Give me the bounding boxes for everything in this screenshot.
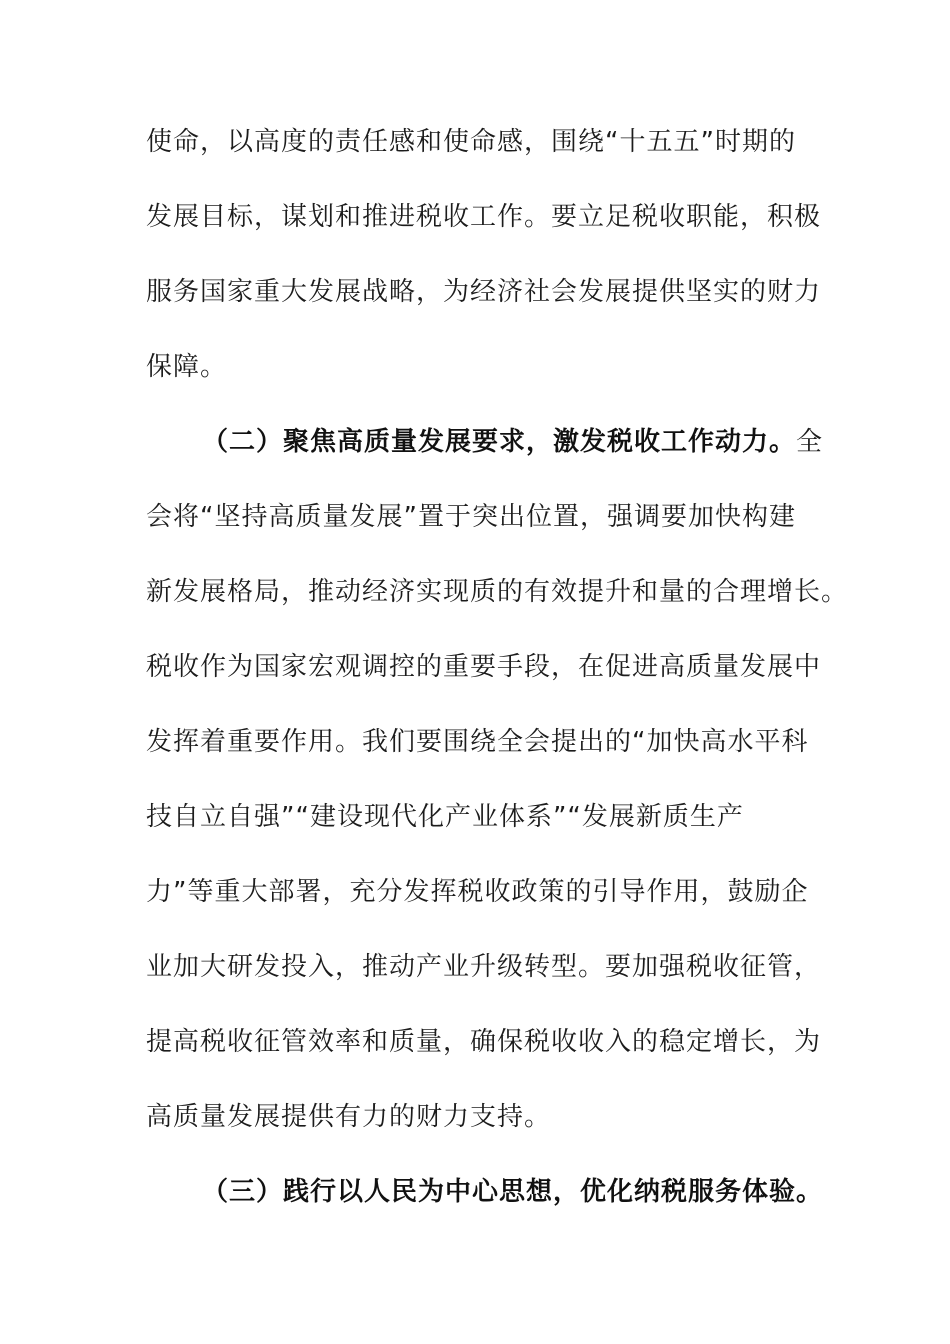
paragraph-line: 使命，以高度的责任感和使命感，围绕“十五五”时期的 bbox=[146, 127, 796, 157]
section-2-heading: （二）聚焦高质量发展要求，激发税收工作动力。 bbox=[202, 427, 797, 457]
section-2-lead-text: 全 bbox=[796, 427, 824, 457]
section-3-heading: （三）践行以人民为中心思想，优化纳税服务体验。 bbox=[202, 1177, 824, 1207]
paragraph-line: 新发展格局，推动经济实现质的有效提升和量的合理增长。 bbox=[146, 577, 849, 607]
paragraph-line: 力”等重大部署，充分发挥税收政策的引导作用，鼓励企 bbox=[146, 877, 809, 907]
paragraph-line: 技自立自强”“建设现代化产业体系”“发展新质生产 bbox=[146, 802, 744, 832]
section-2-line bbox=[202, 424, 823, 460]
paragraph-line: 保障。 bbox=[146, 352, 228, 382]
paragraph-line: 税收作为国家宏观调控的重要手段，在促进高质量发展中 bbox=[146, 652, 822, 682]
paragraph-line: 发挥着重要作用。我们要围绕全会提出的“加快高水平科 bbox=[146, 727, 809, 757]
paragraph-line: 提高税收征管效率和质量，确保税收收入的稳定增长，为 bbox=[146, 1027, 822, 1057]
paragraph-line: 服务国家重大发展战略，为经济社会发展提供坚实的财力 bbox=[146, 277, 822, 307]
paragraph-line: 高质量发展提供有力的财力支持。 bbox=[146, 1102, 552, 1132]
paragraph-line: 发展目标，谋划和推进税收工作。要立足税收职能，积极 bbox=[146, 202, 822, 232]
paragraph-line: 业加大研发投入，推动产业升级转型。要加强税收征管， bbox=[146, 952, 822, 982]
paragraph-line: 会将“坚持高质量发展”置于突出位置，强调要加快构建 bbox=[146, 502, 796, 532]
